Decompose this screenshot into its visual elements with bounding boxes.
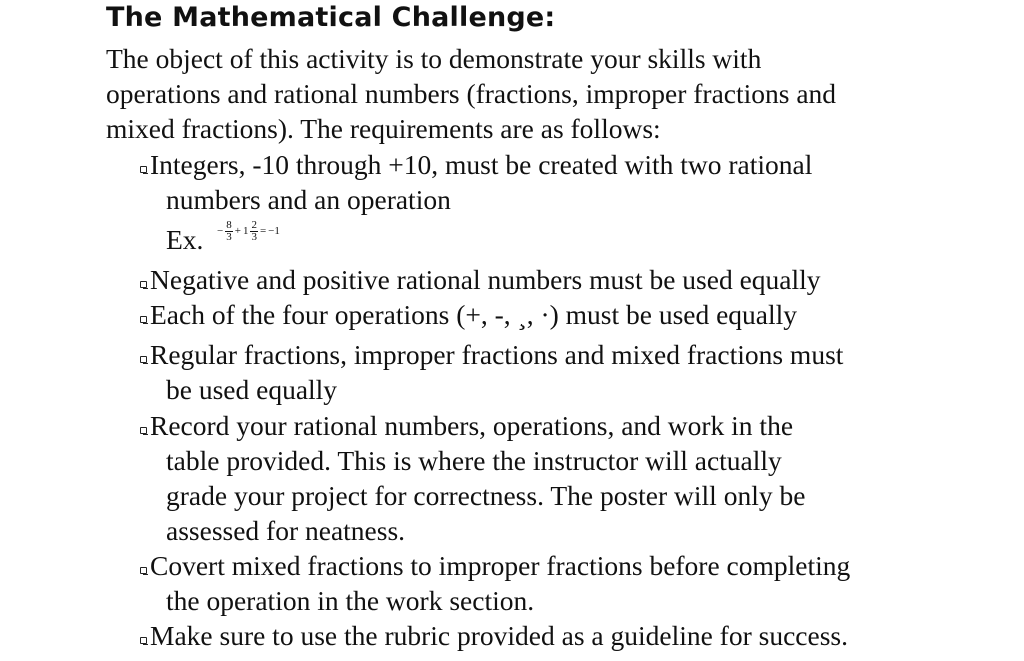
- requirement-line: Record your rational numbers, operations, and work in the: [138, 408, 805, 443]
- intro-line: The object of this activity is to demonstrate your skills with: [106, 43, 762, 74]
- document-title: The Mathematical Challenge:: [106, 2, 556, 33]
- checkbox-bullet-icon: [140, 166, 147, 173]
- requirement-line: be used equally: [166, 374, 338, 405]
- example-result: −1: [268, 225, 280, 237]
- requirement-item-signs: [138, 262, 821, 297]
- requirement-line: numbers and an operation: [166, 184, 451, 215]
- example-label: Ex.: [166, 224, 204, 255]
- requirement-item-convert: [138, 548, 850, 618]
- checkbox-bullet-icon: [140, 427, 147, 434]
- requirement-line: the operation in the work section.: [166, 585, 535, 616]
- requirement-line: Integers, -10 through +10, must be created with two rational: [138, 147, 812, 182]
- requirement-line: Negative and positive rational numbers must be used equally: [138, 262, 821, 297]
- example-fraction-1: [225, 220, 233, 243]
- checkbox-bullet-icon: [140, 316, 147, 323]
- requirement-line: Each of the four operations (+, -, ¸, ·) must be used equally: [138, 297, 797, 332]
- example-equals: =: [259, 225, 267, 237]
- requirement-line: grade your project for correctness. The poster will only be: [166, 480, 806, 511]
- example-term1-sign: −: [217, 225, 224, 237]
- requirement-item-rubric: [138, 618, 848, 653]
- requirement-line: Make sure to use the rubric provided as a guideline for success.: [138, 618, 848, 653]
- fraction-numerator: 2: [251, 219, 257, 231]
- intro-paragraph: [106, 41, 986, 146]
- requirement-item-fraction-types: [138, 337, 843, 407]
- requirement-item-record: [138, 408, 805, 548]
- requirement-line: Regular fractions, improper fractions and mixed fractions must: [138, 337, 843, 372]
- requirement-line: Covert mixed fractions to improper fractions before completing: [138, 548, 850, 583]
- checkbox-bullet-icon: [140, 356, 147, 363]
- intro-line: mixed fractions). The requirements are as follows:: [106, 113, 661, 144]
- example-fraction-2: [250, 220, 258, 243]
- checkbox-bullet-icon: [140, 567, 147, 574]
- intro-line: operations and rational numbers (fractions, improper fractions and: [106, 78, 837, 109]
- fraction-numerator: 8: [226, 219, 232, 231]
- example-operator: +: [234, 225, 241, 237]
- requirement-item-integers: [138, 147, 812, 217]
- checkbox-bullet-icon: [140, 281, 147, 288]
- fraction-denominator: 3: [251, 231, 257, 243]
- requirement-line: assessed for neatness.: [166, 515, 406, 546]
- requirement-item-operations: [138, 297, 797, 332]
- example-whole-number: 1: [242, 225, 249, 237]
- fraction-denominator: 3: [226, 231, 232, 243]
- example-expression: [216, 220, 281, 243]
- requirement-line: table provided. This is where the instructor will actually: [166, 445, 782, 476]
- checkbox-bullet-icon: [140, 637, 147, 644]
- example-line: [166, 219, 280, 257]
